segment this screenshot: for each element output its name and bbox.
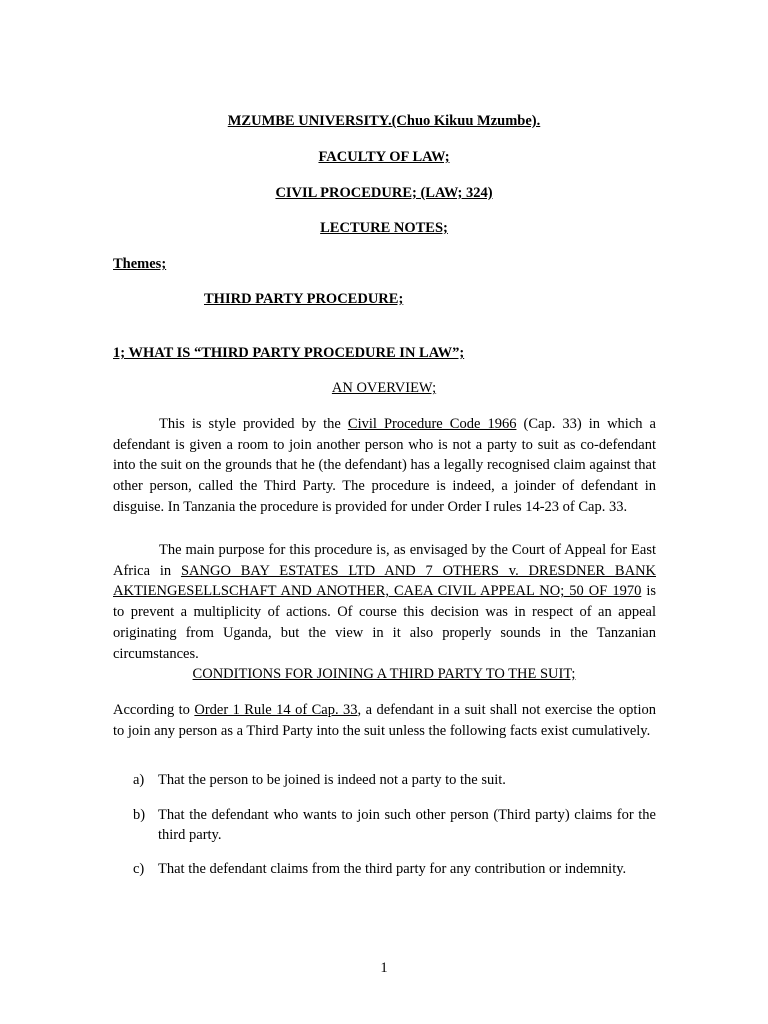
themes-label: Themes; (113, 256, 167, 272)
university-title: MZUMBE UNIVERSITY.(Chuo Kikuu Mzumbe). (227, 113, 541, 129)
paragraph-purpose: The main purpose for this procedure is, as envisaged by the Court of Appeal for East Africa in SANGO BAY ESTATES LTD AND 7 OTHERS v. DRESDNER BANK AKTIENGESELLSCHAFT AND ANOTHER, CAEA CIVIL APPEAL NO; 50 OF 1970 is to prevent a multiplicity of actions. Of course this decision was in respect of an appeal originating from Uganda, but the view in it also properly sounds in the Tanzanian circumstances. (113, 542, 657, 662)
civil-procedure-code-reference: Civil Procedure Code 1966 (347, 416, 517, 432)
order-rule-reference: Order 1 Rule 14 of Cap. 33 (194, 702, 358, 718)
theme-title: THIRD PARTY PROCEDURE; (204, 291, 404, 307)
paragraph-intro: This is style provided by the Civil Procedure Code 1966 (Cap. 33) in which a defendant is given a room to join another person who is not a party to suit as co-defendant into the suit on the grounds that he (the defendant) has a legally recognised claim against that other person, called the Third Party. The procedure is indeed, a joinder of defendant in disguise. In Tanzania the procedure is provided for under Order I rules 14-23 of Cap. 33. (113, 416, 656, 515)
section-heading: 1; WHAT IS “THIRD PARTY PROCEDURE IN LAW”; (113, 345, 465, 361)
conditions-heading: CONDITIONS FOR JOINING A THIRD PARTY TO THE SUIT; (192, 666, 576, 682)
overview-heading: AN OVERVIEW; (331, 380, 437, 396)
course-title: CIVIL PROCEDURE; (LAW; 324) (275, 185, 493, 201)
case-citation: SANGO BAY ESTATES LTD AND 7 OTHERS v. DRESDNER BANK AKTIENGESELLSCHAFT AND ANOTHER, CAEA CIVIL APPEAL NO; 50 OF 1970 (113, 562, 657, 600)
document-page: MZUMBE UNIVERSITY.(Chuo Kikuu Mzumbe). FACULTY OF LAW; CIVIL PROCEDURE; (LAW; 324) LECTURE NOTES; Themes; THIRD PARTY PROCEDURE; 1; WHAT IS “THIRD PARTY PROCEDURE IN LAW”; AN OVERVIEW; This is style provided by the Civil Procedure Code 1966 (Cap. 33) in which a defendant is given a room to join another person who is not a party to suit as co-defendant into the suit on the grounds that he (the defendant) has a legally recognised claim against that other person, called the Third Party. The procedure is indeed, a joinder of defendant in disguise. In Tanzania the procedure is provided for under Order I rules 14-23 of Cap. 33. The main purpose for this procedure is, as envisaged by the Court of Appeal for East Africa in SANGO BAY ESTATES LTD AND 7 OTHERS v. DRESDNER BANK AKTIENGESELLSCHAFT AND ANOTHER, CAEA CIVIL APPEAL NO; 50 OF 1970 is to prevent a multiplicity of actions. Of course this decision was in respect of an appeal originating from Uganda, but the view in it also properly sounds in the Tanzanian circumstances. CONDITIONS FOR JOINING A THIRD PARTY TO THE SUIT; According to Order 1 Rule 14 of Cap. 33, a defendant in a suit shall not exercise the option to join any person as a Third Party into the suit unless the following facts exist cumulatively. a) That the person to be joined is indeed not a party to the suit. b) That the defendant who wants to join such other person (Third party) claims for the third party. c) That the defendant claims from the third party for any contribution or indemnity. 1 (0, 0, 768, 1024)
paragraph-conditions-intro: According to Order 1 Rule 14 of Cap. 33, a defendant in a suit shall not exercise the option to join any person as a Third Party into the suit unless the following facts exist cumulatively. (113, 702, 656, 739)
page-number: 1 (380, 960, 388, 976)
faculty-title: FACULTY OF LAW; (318, 149, 450, 165)
document-type-title: LECTURE NOTES; (320, 220, 448, 236)
